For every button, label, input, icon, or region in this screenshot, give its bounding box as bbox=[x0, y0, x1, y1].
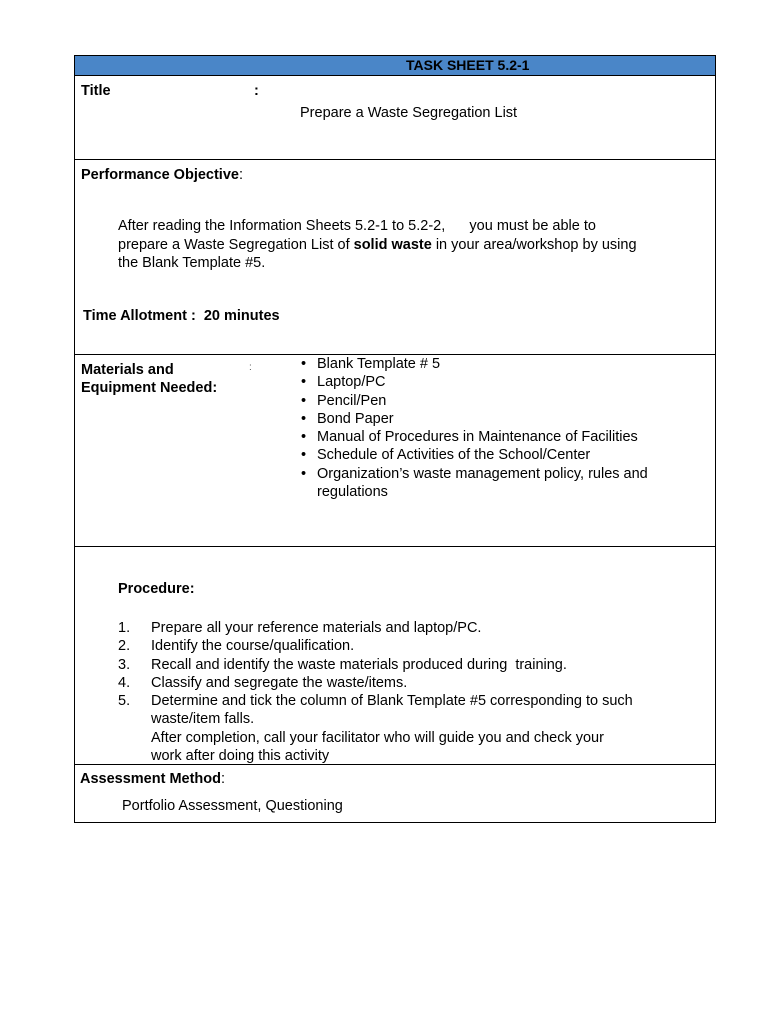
title-row bbox=[75, 75, 715, 159]
task-sheet-heading: TASK SHEET 5.2-1 bbox=[406, 57, 530, 73]
objective-text-end: in your area/workshop by using the Blank Template #5. bbox=[118, 236, 637, 271]
assessment-label-group bbox=[80, 771, 225, 787]
procedure-step bbox=[118, 674, 638, 692]
step-number: 4. bbox=[118, 674, 131, 691]
materials-item: • Pencil/Pen bbox=[301, 392, 681, 410]
assessment-value: Portfolio Assessment, Questioning bbox=[122, 798, 343, 814]
objective-text-start: After reading the Information Sheets 5.2-1 to 5.2-2, you must be able to prepare a Waste Segregation List of bbox=[118, 218, 601, 253]
step-text: Prepare all your reference materials and laptop/PC. bbox=[151, 620, 482, 636]
title-colon: : bbox=[254, 83, 259, 99]
time-allotment: Time Allotment : 20 minutes bbox=[83, 308, 280, 324]
materials-item: • Blank Template # 5 bbox=[301, 355, 681, 373]
step-text: Recall and identify the waste materials produced during training. bbox=[151, 656, 567, 673]
materials-item: • Bond Paper bbox=[301, 410, 681, 428]
materials-item: • Schedule of Activities of the School/Center bbox=[301, 446, 681, 464]
performance-objective-text bbox=[118, 217, 638, 273]
closing-text: After completion, call your facilitator who will guide you and check your work after doing this activity bbox=[151, 729, 604, 765]
materials-list bbox=[301, 355, 681, 501]
assessment-label: Assessment Method bbox=[80, 771, 222, 787]
title-value: Prepare a Waste Segregation List bbox=[300, 105, 518, 121]
performance-objective-label: Performance Objective bbox=[81, 167, 239, 183]
assessment-colon: : bbox=[221, 771, 226, 787]
assessment-row bbox=[75, 764, 715, 822]
title-label: Title bbox=[81, 83, 111, 99]
step-text: Classify and segregate the waste/items. bbox=[151, 674, 408, 691]
objective-text-emphasis: solid waste bbox=[353, 236, 432, 253]
step-number: 2. bbox=[118, 638, 131, 655]
procedure-closing bbox=[118, 729, 638, 766]
materials-row bbox=[75, 354, 715, 546]
step-number: 1. bbox=[118, 620, 131, 636]
materials-label-line2: Equipment Needed: bbox=[81, 380, 218, 396]
procedure-steps bbox=[118, 619, 638, 765]
task-sheet-header bbox=[75, 56, 715, 75]
performance-objective-colon: : bbox=[238, 167, 243, 183]
step-number: 3. bbox=[118, 656, 131, 673]
performance-objective-row bbox=[75, 159, 715, 354]
procedure-step bbox=[118, 656, 638, 674]
procedure-step bbox=[118, 637, 638, 655]
task-sheet-table bbox=[74, 55, 716, 823]
materials-label-line1: Materials and bbox=[81, 362, 174, 378]
procedure-row bbox=[75, 546, 715, 764]
procedure-label: Procedure: bbox=[118, 581, 195, 597]
step-text: Identify the course/qualification. bbox=[151, 638, 355, 655]
step-number: 5. bbox=[118, 693, 131, 710]
performance-objective-label-group bbox=[81, 167, 243, 183]
materials-item: • Laptop/PC bbox=[301, 373, 681, 391]
materials-colon: : bbox=[249, 362, 252, 373]
procedure-step bbox=[118, 619, 638, 637]
materials-item: • Manual of Procedures in Maintenance of Facilities bbox=[301, 428, 681, 446]
step-text: Determine and tick the column of Blank Template #5 corresponding to such waste/item falls. bbox=[151, 693, 633, 728]
materials-item: • Organization’s waste management policy, rules and regulations bbox=[301, 465, 681, 502]
procedure-step bbox=[118, 692, 638, 729]
